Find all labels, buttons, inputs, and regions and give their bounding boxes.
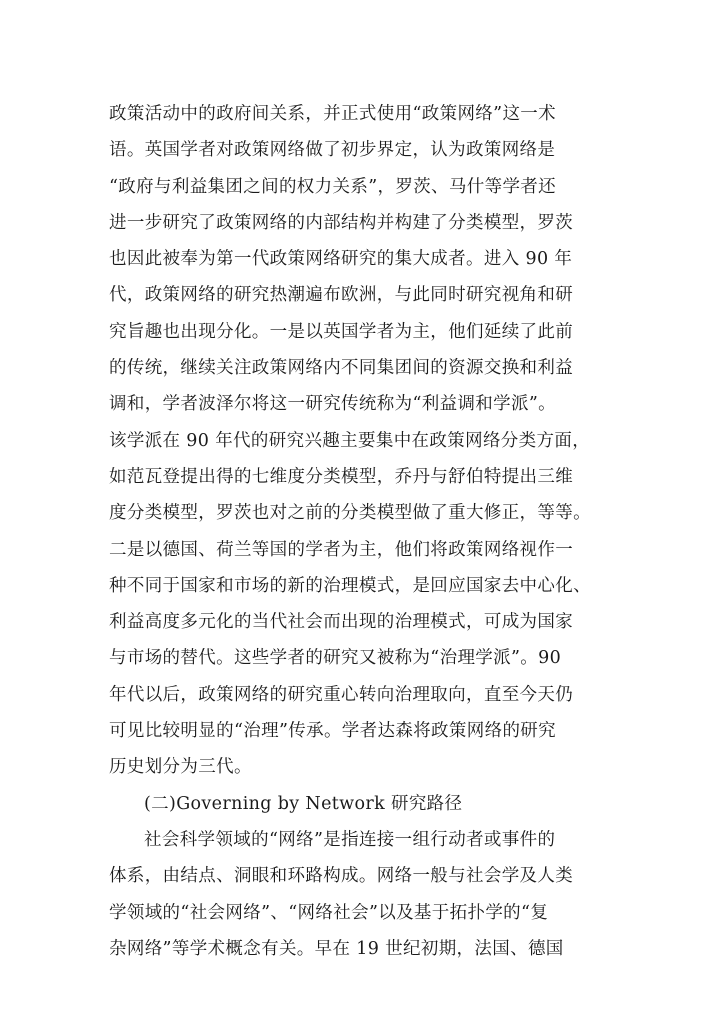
text-line: 二是以德国、荷兰等国的学者为主，他们将政策网络视作一	[109, 539, 574, 560]
text-line: 种不同于国家和市场的新的治理模式，是回应国家去中心化、	[109, 575, 591, 596]
text-line: 与市场的替代。这些学者的研究又被称为“治理学派”。90	[109, 648, 562, 669]
text-line: 调和，学者波泽尔将这一研究传统称为“利益调和学派”。	[109, 394, 556, 415]
text-line: 度分类模型，罗茨也对之前的分类模型做了重大修正，等等。	[109, 503, 591, 524]
text-line: 如范瓦登提出得的七维度分类模型，乔丹与舒伯特提出三维	[109, 466, 574, 487]
text-line: 社会科学领域的“网络”是指连接一组行动者或事件的	[144, 829, 556, 850]
text-line: 政策活动中的政府间关系，并正式使用“政策网络”这一术	[109, 104, 556, 124]
text-line: 也因此被奉为第一代政策网络研究的集大成者。进入 90 年	[109, 249, 573, 270]
text-line: 可见比较明显的“治理”传承。学者达森将政策网络的研究	[109, 721, 556, 742]
text-line: 语。英国学者对政策网络做了初步界定，认为政策网络是	[109, 140, 556, 161]
text-line: 年代以后，政策网络的研究重心转向治理取向，直至今天仍	[109, 684, 574, 705]
text-line: 杂网络”等学术概念有关。早在 19 世纪初期，法国、德国	[109, 938, 564, 959]
text-line: 历史划分为三代。	[109, 757, 252, 778]
text-line: 该学派在 90 年代的研究兴趣主要集中在政策网络分类方面，	[109, 430, 591, 451]
text-line: 究旨趣也出现分化。一是以英国学者为主，他们延续了此前	[109, 321, 574, 342]
text-line: 的传统，继续关注政策网络内不同集团间的资源交换和利益	[109, 358, 574, 379]
text-line: 利益高度多元化的当代社会而出现的治理模式，可成为国家	[109, 612, 574, 633]
section-heading: (二)Governing by Network 研究路径	[144, 793, 463, 814]
text-line: 进一步研究了政策网络的内部结构并构建了分类模型，罗茨	[109, 212, 574, 233]
text-line: “政府与利益集团之间的权力关系”，罗茨、马什等学者还	[109, 176, 556, 197]
body-text	[109, 96, 629, 967]
text-line: 体系，由结点、洞眼和环路构成。网络一般与社会学及人类	[109, 866, 574, 887]
text-line: 学领域的“社会网络”、“网络社会”以及基于拓扑学的“复	[109, 902, 549, 923]
text-line: 代，政策网络的研究热潮遍布欧洲，与此同时研究视角和研	[109, 285, 574, 306]
